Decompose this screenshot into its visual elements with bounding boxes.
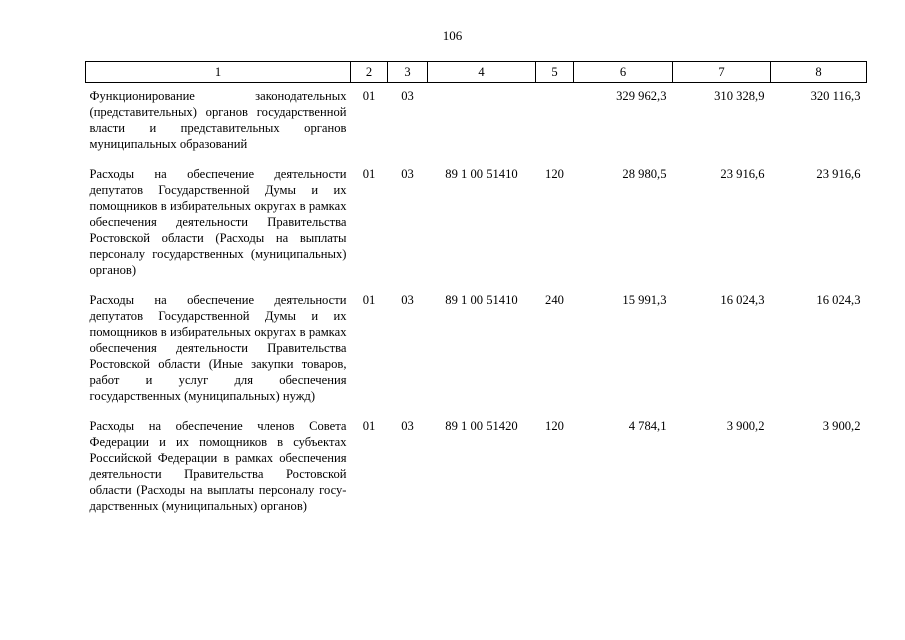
page-number: 106 <box>442 28 463 43</box>
row-section: 01 <box>362 89 376 103</box>
row-name: Расходы на обеспечение деятельности депутатов Государственной Думы и их помощников в избирательных округах в рамках обеспечения деятельности Правительства Ростовской области (Иные закупки товаров, работ и услуг для обеспечения государственных (муниципальных) нужд) <box>89 293 347 403</box>
column-header-7: 7 <box>673 62 771 83</box>
row-amount-2: 3 900,2 <box>726 419 765 433</box>
row-name: Функционирование законодательных (представительных) органов государственной власти и представительных органов муниципальных образований <box>89 89 347 151</box>
row-amount-1: 28 980,5 <box>622 167 667 181</box>
row-section: 01 <box>362 419 376 433</box>
table-row <box>86 161 867 287</box>
row-expense-type: 240 <box>545 293 564 307</box>
budget-table <box>85 61 867 523</box>
row-expense-type <box>536 83 574 162</box>
row-subsection: 03 <box>401 89 414 103</box>
row-name: Расходы на обеспечение членов Совета Федерации и их помощников в субъектах Российской Федерации в рамках обеспечения деятельности Правительства Ростовской области (Расходы на выплаты персоналу государственных (муниципальных) органов) <box>89 419 347 513</box>
row-subsection: 03 <box>401 293 414 307</box>
row-subsection: 03 <box>401 419 414 433</box>
column-header-5: 5 <box>536 62 574 83</box>
row-amount-3: 16 024,3 <box>816 293 861 307</box>
row-name: Расходы на обеспечение деятельности депутатов Государственной Думы и их помощников в избирательных округах в рамках обеспечения деятельности Правительства Ростовской области (Расходы на выплаты персоналу государственных (муниципальных) органов) <box>89 167 347 277</box>
row-amount-1: 15 991,3 <box>622 293 667 307</box>
row-section: 01 <box>362 293 376 307</box>
table-header-row <box>86 62 867 83</box>
row-section: 01 <box>362 167 376 181</box>
table-row <box>86 83 867 162</box>
row-target-article: 89 1 00 51410 <box>445 167 518 181</box>
row-target-article: 89 1 00 51420 <box>445 419 518 433</box>
column-header-1: 1 <box>86 62 351 83</box>
row-amount-2: 310 328,9 <box>714 89 765 103</box>
row-amount-3: 3 900,2 <box>822 419 861 433</box>
row-amount-2: 16 024,3 <box>720 293 765 307</box>
row-amount-3: 320 116,3 <box>810 89 861 103</box>
table-row <box>86 287 867 413</box>
table-row <box>86 413 867 523</box>
column-header-4: 4 <box>428 62 536 83</box>
row-expense-type: 120 <box>545 419 564 433</box>
column-header-2: 2 <box>351 62 388 83</box>
row-amount-1: 4 784,1 <box>628 419 667 433</box>
column-header-8: 8 <box>771 62 867 83</box>
column-header-6: 6 <box>574 62 673 83</box>
row-expense-type: 120 <box>545 167 564 181</box>
row-amount-3: 23 916,6 <box>816 167 861 181</box>
row-subsection: 03 <box>401 167 414 181</box>
row-target-article <box>428 83 536 162</box>
column-header-3: 3 <box>388 62 428 83</box>
row-amount-1: 329 962,3 <box>616 89 667 103</box>
row-target-article: 89 1 00 51410 <box>445 293 518 307</box>
row-amount-2: 23 916,6 <box>720 167 765 181</box>
